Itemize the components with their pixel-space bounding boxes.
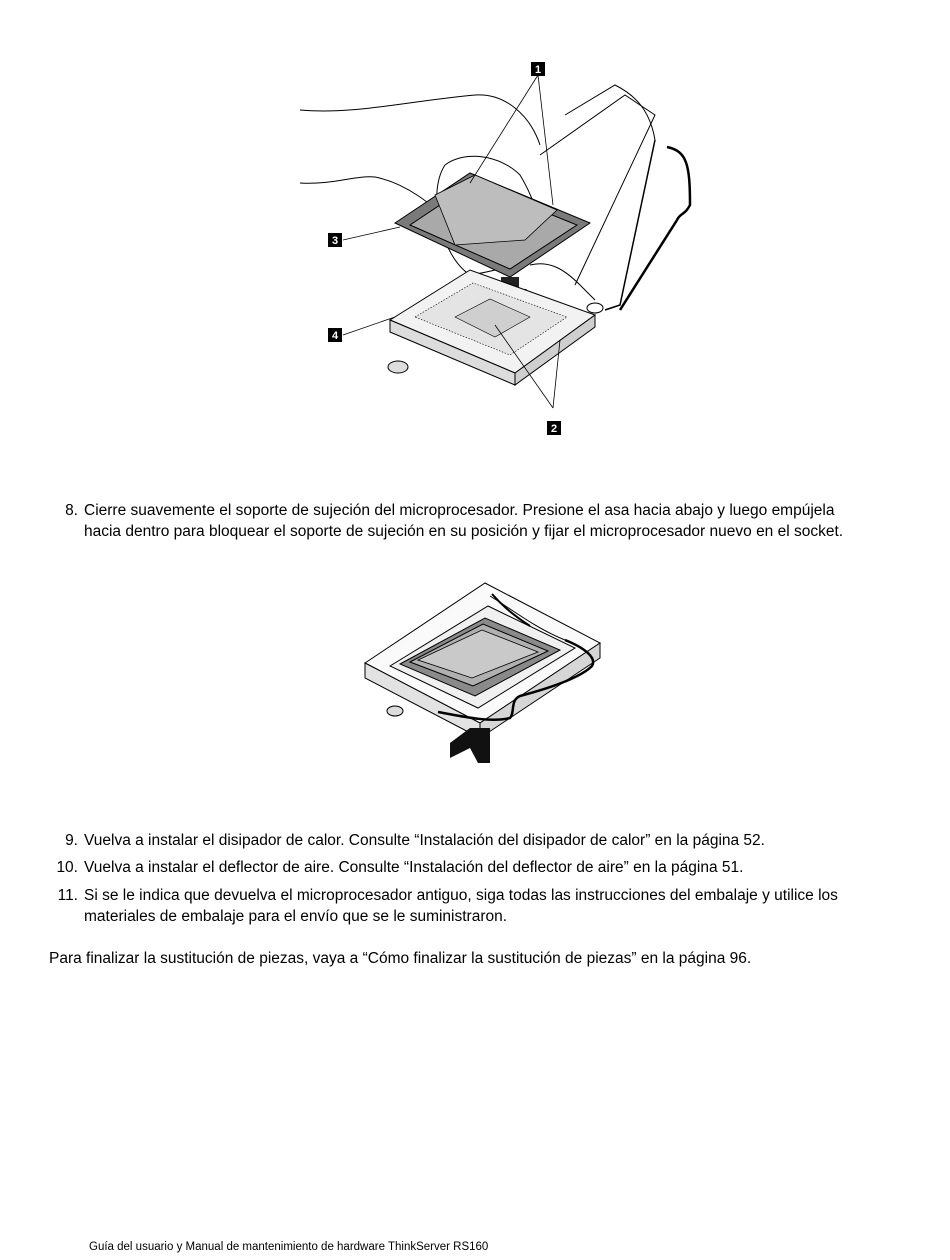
callout-3-label: 3 <box>331 235 339 247</box>
callout-3 <box>328 233 342 247</box>
step-11-number: 11. <box>57 887 78 904</box>
step-11-text: Si se le indica que devuelva el microprocesador antiguo, siga todas las instrucciones del embalaje y utilice los materiales de embalaje para el envío que se le suministraron. <box>84 887 838 925</box>
callout-1 <box>531 62 545 76</box>
page-footer: Guía del usuario y Manual de mantenimiento de hardware ThinkServer RS160 <box>89 1241 489 1253</box>
microprocessor-install-illustration <box>295 55 695 440</box>
step-8-number: 8. <box>65 502 78 519</box>
step-10-number: 10. <box>56 859 78 876</box>
step-8-text: Cierre suavemente el soporte de sujeción del microprocesador. Presione el asa hacia abajo y luego empújela hacia dentro para bloquear el soporte de sujeción en su posición y fijar el microprocesador nuevo en el socket. <box>84 502 844 540</box>
callout-2 <box>547 421 561 435</box>
callout-1-label: 1 <box>534 64 542 76</box>
retention-bracket-close-illustration <box>360 578 605 768</box>
callout-4-label: 4 <box>331 330 339 342</box>
step-10-text: Vuelva a instalar el deflector de aire. Consulte “Instalación del deflector de aire” en la página 51. <box>84 859 744 876</box>
callout-4 <box>328 328 342 342</box>
final-instruction: Para finalizar la sustitución de piezas, vaya a “Cómo finalizar la sustitución de piezas” en la página 96. <box>49 950 752 967</box>
callout-2-label: 2 <box>550 423 558 435</box>
step-9-text: Vuelva a instalar el disipador de calor. Consulte “Instalación del disipador de calor” en la página 52. <box>84 832 765 849</box>
step-9-number: 9. <box>65 832 78 849</box>
